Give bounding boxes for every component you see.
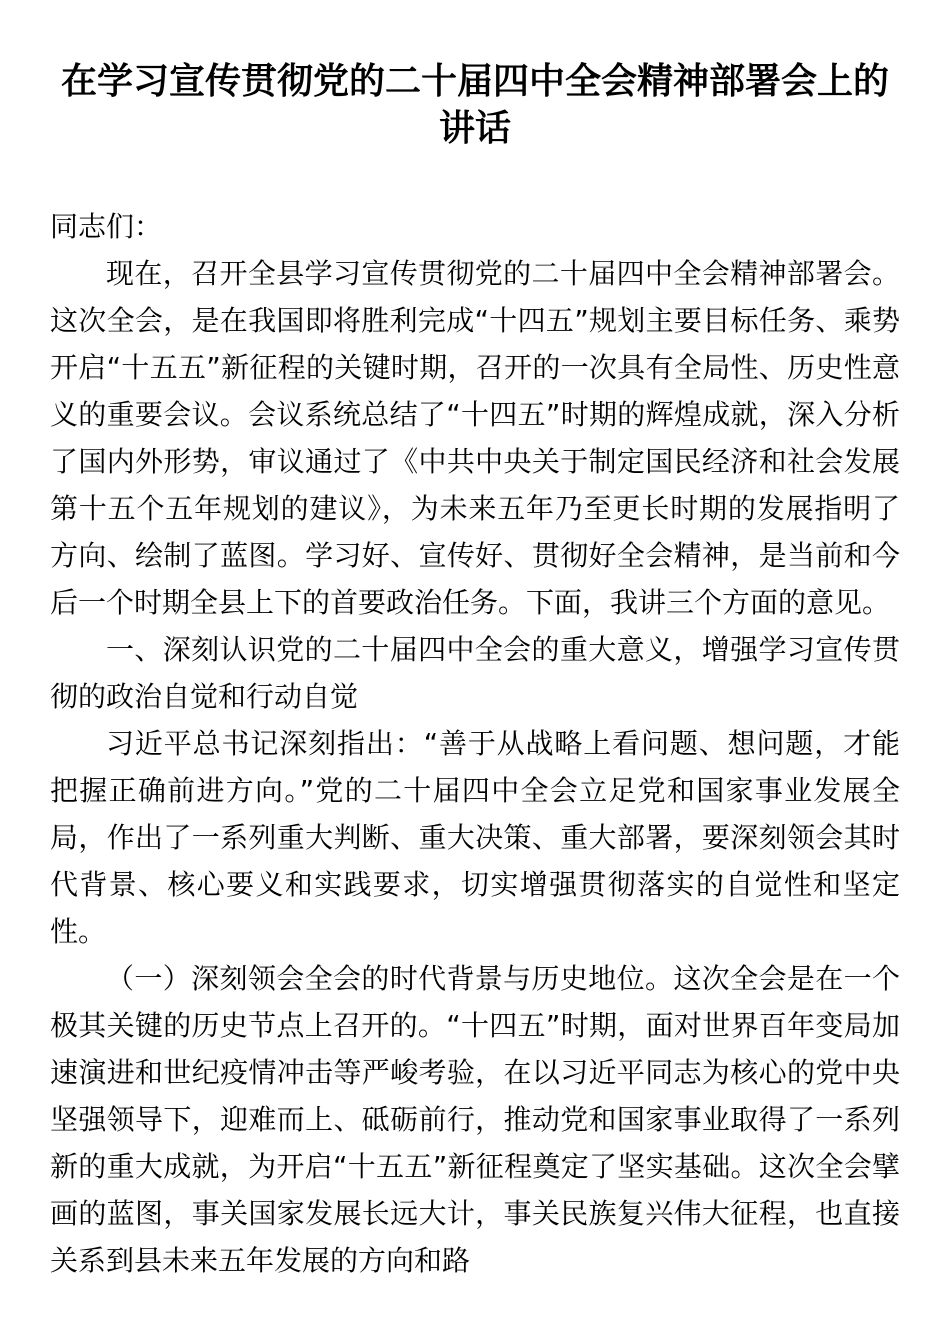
paragraph-opening: 现在，召开全县学习宣传贯彻党的二十届四中全会精神部署会。这次全会，是在我国即将胜利完成“十四五”规划主要目标任务、乘势开启“十五五”新征程的关键时期，召开的一次具有全局性、历史性意义的重要会议。会议系统总结了“十四五”时期的辉煌成就，深入分析了国内外形势，审议通过了《中共中央关于制定国民经济和社会发展第十五个五年规划的建议》，为未来五年乃至更长时期的发展指明了方向、绘制了蓝图。学习好、宣传好、贯彻好全会精神，是当前和今后一个时期全县上下的首要政治任务。下面，我讲三个方面的意见。 <box>50 257 900 619</box>
document-body <box>50 0 900 1284</box>
section-heading-one: 一、深刻认识党的二十届四中全会的重大意义，增强学习宣传贯彻的政治自觉和行动自觉 <box>50 633 900 713</box>
salutation: 同志们： <box>50 210 163 243</box>
paragraph-section-one-intro: 习近平总书记深刻指出：“善于从战略上看问题、想问题，才能把握正确前进方向。”党的二十届四中全会立足党和国家事业发展全局，作出了一系列重大判断、重大决策、重大部署，要深刻领会其时代背景、核心要义和实践要求，切实增强贯彻落实的自觉性和坚定性。 <box>50 727 900 948</box>
page-title: 在学习宣传贯彻党的二十届四中全会精神部署会上的讲话 <box>60 61 889 149</box>
paragraph-subsection-one: （一）深刻领会全会的时代背景与历史地位。这次全会是在一个极其关键的历史节点上召开的。“十四五”时期，面对世界百年变局加速演进和世纪疫情冲击等严峻考验，在以习近平同志为核心的党中央坚强领导下，迎难而上、砥砺前行，推动党和国家事业取得了一系列新的重大成就，为开启“十五五”新征程奠定了坚实基础。这次全会擘画的蓝图，事关国家发展长远大计，事关民族复兴伟大征程，也直接关系到县未来五年发展的方向和路 <box>50 962 900 1277</box>
